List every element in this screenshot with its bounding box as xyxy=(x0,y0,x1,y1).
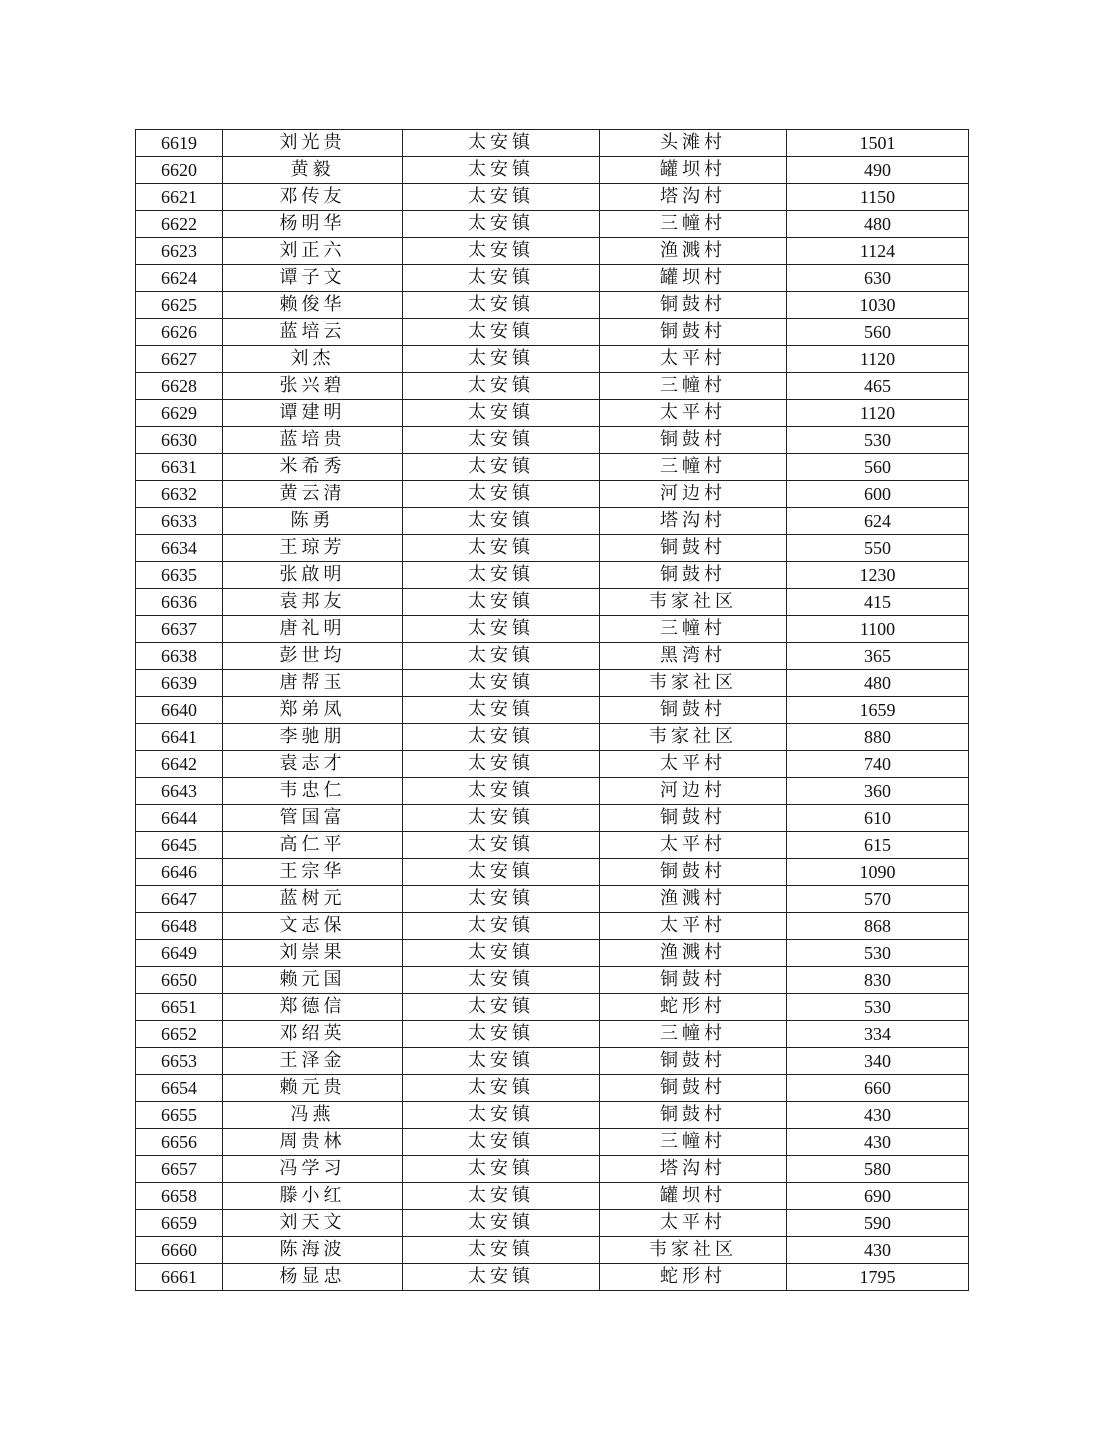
table-row xyxy=(136,913,969,940)
name-cell: 张啟明 xyxy=(223,562,403,589)
name-cell: 王宗华 xyxy=(223,859,403,886)
table-row xyxy=(136,400,969,427)
town-cell: 太安镇 xyxy=(403,238,600,265)
town-cell: 太安镇 xyxy=(403,211,600,238)
town-cell: 太安镇 xyxy=(403,940,600,967)
name-cell: 周贵林 xyxy=(223,1129,403,1156)
row-number-cell: 6654 xyxy=(136,1075,223,1102)
name-cell: 唐帮玉 xyxy=(223,670,403,697)
amount-cell: 530 xyxy=(787,427,969,454)
amount-cell: 660 xyxy=(787,1075,969,1102)
village-cell: 渔溅村 xyxy=(600,940,787,967)
table-row xyxy=(136,427,969,454)
row-number-cell: 6630 xyxy=(136,427,223,454)
table-row xyxy=(136,940,969,967)
name-cell: 彭世均 xyxy=(223,643,403,670)
row-number-cell: 6644 xyxy=(136,805,223,832)
amount-cell: 1230 xyxy=(787,562,969,589)
name-cell: 刘天文 xyxy=(223,1210,403,1237)
name-cell: 冯学习 xyxy=(223,1156,403,1183)
row-number-cell: 6638 xyxy=(136,643,223,670)
name-cell: 冯燕 xyxy=(223,1102,403,1129)
village-cell: 渔溅村 xyxy=(600,886,787,913)
town-cell: 太安镇 xyxy=(403,1075,600,1102)
town-cell: 太安镇 xyxy=(403,643,600,670)
village-cell: 三幢村 xyxy=(600,454,787,481)
name-cell: 谭建明 xyxy=(223,400,403,427)
town-cell: 太安镇 xyxy=(403,562,600,589)
table-row xyxy=(136,805,969,832)
amount-cell: 1030 xyxy=(787,292,969,319)
village-cell: 渔溅村 xyxy=(600,238,787,265)
table-row xyxy=(136,562,969,589)
village-cell: 铜鼓村 xyxy=(600,562,787,589)
row-number-cell: 6634 xyxy=(136,535,223,562)
row-number-cell: 6652 xyxy=(136,1021,223,1048)
name-cell: 赖元国 xyxy=(223,967,403,994)
row-number-cell: 6639 xyxy=(136,670,223,697)
table-row xyxy=(136,508,969,535)
name-cell: 刘杰 xyxy=(223,346,403,373)
town-cell: 太安镇 xyxy=(403,589,600,616)
row-number-cell: 6628 xyxy=(136,373,223,400)
name-cell: 李驰朋 xyxy=(223,724,403,751)
amount-cell: 1501 xyxy=(787,130,969,157)
town-cell: 太安镇 xyxy=(403,265,600,292)
village-cell: 铜鼓村 xyxy=(600,1102,787,1129)
town-cell: 太安镇 xyxy=(403,724,600,751)
table-row xyxy=(136,886,969,913)
table-row xyxy=(136,481,969,508)
town-cell: 太安镇 xyxy=(403,1237,600,1264)
row-number-cell: 6655 xyxy=(136,1102,223,1129)
village-cell: 铜鼓村 xyxy=(600,319,787,346)
row-number-cell: 6641 xyxy=(136,724,223,751)
town-cell: 太安镇 xyxy=(403,913,600,940)
village-cell: 头滩村 xyxy=(600,130,787,157)
row-number-cell: 6657 xyxy=(136,1156,223,1183)
amount-cell: 560 xyxy=(787,319,969,346)
table-row xyxy=(136,1237,969,1264)
row-number-cell: 6635 xyxy=(136,562,223,589)
table-row xyxy=(136,724,969,751)
town-cell: 太安镇 xyxy=(403,481,600,508)
amount-cell: 1150 xyxy=(787,184,969,211)
table-row xyxy=(136,751,969,778)
village-cell: 铜鼓村 xyxy=(600,292,787,319)
table-row xyxy=(136,319,969,346)
village-cell: 铜鼓村 xyxy=(600,427,787,454)
name-cell: 邓传友 xyxy=(223,184,403,211)
roster-table-body xyxy=(136,130,969,1291)
town-cell: 太安镇 xyxy=(403,427,600,454)
village-cell: 铜鼓村 xyxy=(600,1075,787,1102)
amount-cell: 1659 xyxy=(787,697,969,724)
amount-cell: 334 xyxy=(787,1021,969,1048)
row-number-cell: 6629 xyxy=(136,400,223,427)
town-cell: 太安镇 xyxy=(403,535,600,562)
table-row xyxy=(136,1156,969,1183)
row-number-cell: 6651 xyxy=(136,994,223,1021)
amount-cell: 580 xyxy=(787,1156,969,1183)
amount-cell: 1124 xyxy=(787,238,969,265)
table-row xyxy=(136,157,969,184)
table-row xyxy=(136,1183,969,1210)
town-cell: 太安镇 xyxy=(403,373,600,400)
table-row xyxy=(136,238,969,265)
name-cell: 赖元贵 xyxy=(223,1075,403,1102)
town-cell: 太安镇 xyxy=(403,1048,600,1075)
row-number-cell: 6650 xyxy=(136,967,223,994)
amount-cell: 624 xyxy=(787,508,969,535)
name-cell: 唐礼明 xyxy=(223,616,403,643)
row-number-cell: 6659 xyxy=(136,1210,223,1237)
town-cell: 太安镇 xyxy=(403,751,600,778)
village-cell: 蛇形村 xyxy=(600,1264,787,1291)
name-cell: 赖俊华 xyxy=(223,292,403,319)
name-cell: 陈勇 xyxy=(223,508,403,535)
amount-cell: 590 xyxy=(787,1210,969,1237)
name-cell: 杨显忠 xyxy=(223,1264,403,1291)
village-cell: 韦家社区 xyxy=(600,1237,787,1264)
name-cell: 陈海波 xyxy=(223,1237,403,1264)
amount-cell: 740 xyxy=(787,751,969,778)
town-cell: 太安镇 xyxy=(403,805,600,832)
table-row xyxy=(136,1102,969,1129)
town-cell: 太安镇 xyxy=(403,130,600,157)
amount-cell: 615 xyxy=(787,832,969,859)
name-cell: 管国富 xyxy=(223,805,403,832)
table-row xyxy=(136,967,969,994)
row-number-cell: 6623 xyxy=(136,238,223,265)
village-cell: 罐坝村 xyxy=(600,265,787,292)
table-row xyxy=(136,670,969,697)
amount-cell: 490 xyxy=(787,157,969,184)
village-cell: 河边村 xyxy=(600,778,787,805)
name-cell: 郑德信 xyxy=(223,994,403,1021)
village-cell: 三幢村 xyxy=(600,211,787,238)
town-cell: 太安镇 xyxy=(403,616,600,643)
row-number-cell: 6624 xyxy=(136,265,223,292)
village-cell: 三幢村 xyxy=(600,1129,787,1156)
village-cell: 蛇形村 xyxy=(600,994,787,1021)
town-cell: 太安镇 xyxy=(403,859,600,886)
table-row xyxy=(136,1129,969,1156)
town-cell: 太安镇 xyxy=(403,1210,600,1237)
amount-cell: 1100 xyxy=(787,616,969,643)
name-cell: 王泽金 xyxy=(223,1048,403,1075)
table-row xyxy=(136,454,969,481)
row-number-cell: 6631 xyxy=(136,454,223,481)
amount-cell: 630 xyxy=(787,265,969,292)
name-cell: 黄云清 xyxy=(223,481,403,508)
row-number-cell: 6633 xyxy=(136,508,223,535)
table-row xyxy=(136,589,969,616)
amount-cell: 360 xyxy=(787,778,969,805)
row-number-cell: 6625 xyxy=(136,292,223,319)
town-cell: 太安镇 xyxy=(403,1102,600,1129)
row-number-cell: 6626 xyxy=(136,319,223,346)
row-number-cell: 6660 xyxy=(136,1237,223,1264)
table-row xyxy=(136,373,969,400)
table-row xyxy=(136,1021,969,1048)
amount-cell: 415 xyxy=(787,589,969,616)
table-row xyxy=(136,1264,969,1291)
amount-cell: 530 xyxy=(787,994,969,1021)
town-cell: 太安镇 xyxy=(403,184,600,211)
table-row xyxy=(136,859,969,886)
table-row xyxy=(136,643,969,670)
row-number-cell: 6658 xyxy=(136,1183,223,1210)
amount-cell: 430 xyxy=(787,1237,969,1264)
row-number-cell: 6642 xyxy=(136,751,223,778)
village-cell: 太平村 xyxy=(600,913,787,940)
village-cell: 三幢村 xyxy=(600,373,787,400)
row-number-cell: 6649 xyxy=(136,940,223,967)
row-number-cell: 6646 xyxy=(136,859,223,886)
table-row xyxy=(136,697,969,724)
name-cell: 刘光贵 xyxy=(223,130,403,157)
town-cell: 太安镇 xyxy=(403,886,600,913)
name-cell: 谭子文 xyxy=(223,265,403,292)
amount-cell: 550 xyxy=(787,535,969,562)
village-cell: 太平村 xyxy=(600,751,787,778)
town-cell: 太安镇 xyxy=(403,1129,600,1156)
amount-cell: 560 xyxy=(787,454,969,481)
village-cell: 铜鼓村 xyxy=(600,1048,787,1075)
village-cell: 韦家社区 xyxy=(600,724,787,751)
row-number-cell: 6632 xyxy=(136,481,223,508)
village-cell: 铜鼓村 xyxy=(600,805,787,832)
amount-cell: 465 xyxy=(787,373,969,400)
table-row xyxy=(136,265,969,292)
village-cell: 河边村 xyxy=(600,481,787,508)
village-cell: 铜鼓村 xyxy=(600,859,787,886)
town-cell: 太安镇 xyxy=(403,994,600,1021)
row-number-cell: 6620 xyxy=(136,157,223,184)
table-row xyxy=(136,1210,969,1237)
name-cell: 王琼芳 xyxy=(223,535,403,562)
row-number-cell: 6656 xyxy=(136,1129,223,1156)
name-cell: 滕小红 xyxy=(223,1183,403,1210)
village-cell: 铜鼓村 xyxy=(600,967,787,994)
town-cell: 太安镇 xyxy=(403,1156,600,1183)
village-cell: 黑湾村 xyxy=(600,643,787,670)
town-cell: 太安镇 xyxy=(403,508,600,535)
village-cell: 太平村 xyxy=(600,400,787,427)
town-cell: 太安镇 xyxy=(403,1183,600,1210)
village-cell: 铜鼓村 xyxy=(600,535,787,562)
amount-cell: 480 xyxy=(787,670,969,697)
row-number-cell: 6637 xyxy=(136,616,223,643)
row-number-cell: 6622 xyxy=(136,211,223,238)
amount-cell: 530 xyxy=(787,940,969,967)
name-cell: 黄毅 xyxy=(223,157,403,184)
row-number-cell: 6648 xyxy=(136,913,223,940)
town-cell: 太安镇 xyxy=(403,1264,600,1291)
village-cell: 罐坝村 xyxy=(600,1183,787,1210)
row-number-cell: 6643 xyxy=(136,778,223,805)
town-cell: 太安镇 xyxy=(403,670,600,697)
town-cell: 太安镇 xyxy=(403,346,600,373)
amount-cell: 1120 xyxy=(787,346,969,373)
amount-cell: 868 xyxy=(787,913,969,940)
row-number-cell: 6619 xyxy=(136,130,223,157)
town-cell: 太安镇 xyxy=(403,157,600,184)
roster-table xyxy=(135,129,969,1291)
amount-cell: 600 xyxy=(787,481,969,508)
amount-cell: 880 xyxy=(787,724,969,751)
name-cell: 刘崇果 xyxy=(223,940,403,967)
name-cell: 袁邦友 xyxy=(223,589,403,616)
village-cell: 韦家社区 xyxy=(600,670,787,697)
amount-cell: 340 xyxy=(787,1048,969,1075)
town-cell: 太安镇 xyxy=(403,778,600,805)
name-cell: 蓝培云 xyxy=(223,319,403,346)
town-cell: 太安镇 xyxy=(403,400,600,427)
table-row xyxy=(136,346,969,373)
village-cell: 太平村 xyxy=(600,1210,787,1237)
table-row xyxy=(136,535,969,562)
town-cell: 太安镇 xyxy=(403,319,600,346)
row-number-cell: 6661 xyxy=(136,1264,223,1291)
name-cell: 蓝树元 xyxy=(223,886,403,913)
village-cell: 韦家社区 xyxy=(600,589,787,616)
name-cell: 文志保 xyxy=(223,913,403,940)
town-cell: 太安镇 xyxy=(403,292,600,319)
town-cell: 太安镇 xyxy=(403,697,600,724)
table-row xyxy=(136,994,969,1021)
table-row xyxy=(136,130,969,157)
name-cell: 刘正六 xyxy=(223,238,403,265)
name-cell: 邓绍英 xyxy=(223,1021,403,1048)
village-cell: 太平村 xyxy=(600,346,787,373)
town-cell: 太安镇 xyxy=(403,832,600,859)
amount-cell: 570 xyxy=(787,886,969,913)
name-cell: 张兴碧 xyxy=(223,373,403,400)
village-cell: 三幢村 xyxy=(600,616,787,643)
row-number-cell: 6647 xyxy=(136,886,223,913)
amount-cell: 610 xyxy=(787,805,969,832)
name-cell: 蓝培贵 xyxy=(223,427,403,454)
village-cell: 罐坝村 xyxy=(600,157,787,184)
row-number-cell: 6627 xyxy=(136,346,223,373)
table-row xyxy=(136,1075,969,1102)
name-cell: 袁志才 xyxy=(223,751,403,778)
name-cell: 杨明华 xyxy=(223,211,403,238)
name-cell: 郑弟凤 xyxy=(223,697,403,724)
name-cell: 米希秀 xyxy=(223,454,403,481)
table-row xyxy=(136,292,969,319)
village-cell: 三幢村 xyxy=(600,1021,787,1048)
town-cell: 太安镇 xyxy=(403,967,600,994)
amount-cell: 430 xyxy=(787,1129,969,1156)
amount-cell: 430 xyxy=(787,1102,969,1129)
village-cell: 塔沟村 xyxy=(600,184,787,211)
amount-cell: 1090 xyxy=(787,859,969,886)
name-cell: 韦忠仁 xyxy=(223,778,403,805)
amount-cell: 480 xyxy=(787,211,969,238)
row-number-cell: 6636 xyxy=(136,589,223,616)
row-number-cell: 6653 xyxy=(136,1048,223,1075)
table-row xyxy=(136,1048,969,1075)
village-cell: 铜鼓村 xyxy=(600,697,787,724)
village-cell: 塔沟村 xyxy=(600,508,787,535)
row-number-cell: 6621 xyxy=(136,184,223,211)
table-row xyxy=(136,211,969,238)
name-cell: 高仁平 xyxy=(223,832,403,859)
table-row xyxy=(136,184,969,211)
town-cell: 太安镇 xyxy=(403,1021,600,1048)
amount-cell: 830 xyxy=(787,967,969,994)
amount-cell: 365 xyxy=(787,643,969,670)
table-row xyxy=(136,616,969,643)
row-number-cell: 6645 xyxy=(136,832,223,859)
amount-cell: 1795 xyxy=(787,1264,969,1291)
table-row xyxy=(136,778,969,805)
row-number-cell: 6640 xyxy=(136,697,223,724)
table-row xyxy=(136,832,969,859)
amount-cell: 690 xyxy=(787,1183,969,1210)
village-cell: 塔沟村 xyxy=(600,1156,787,1183)
amount-cell: 1120 xyxy=(787,400,969,427)
village-cell: 太平村 xyxy=(600,832,787,859)
town-cell: 太安镇 xyxy=(403,454,600,481)
